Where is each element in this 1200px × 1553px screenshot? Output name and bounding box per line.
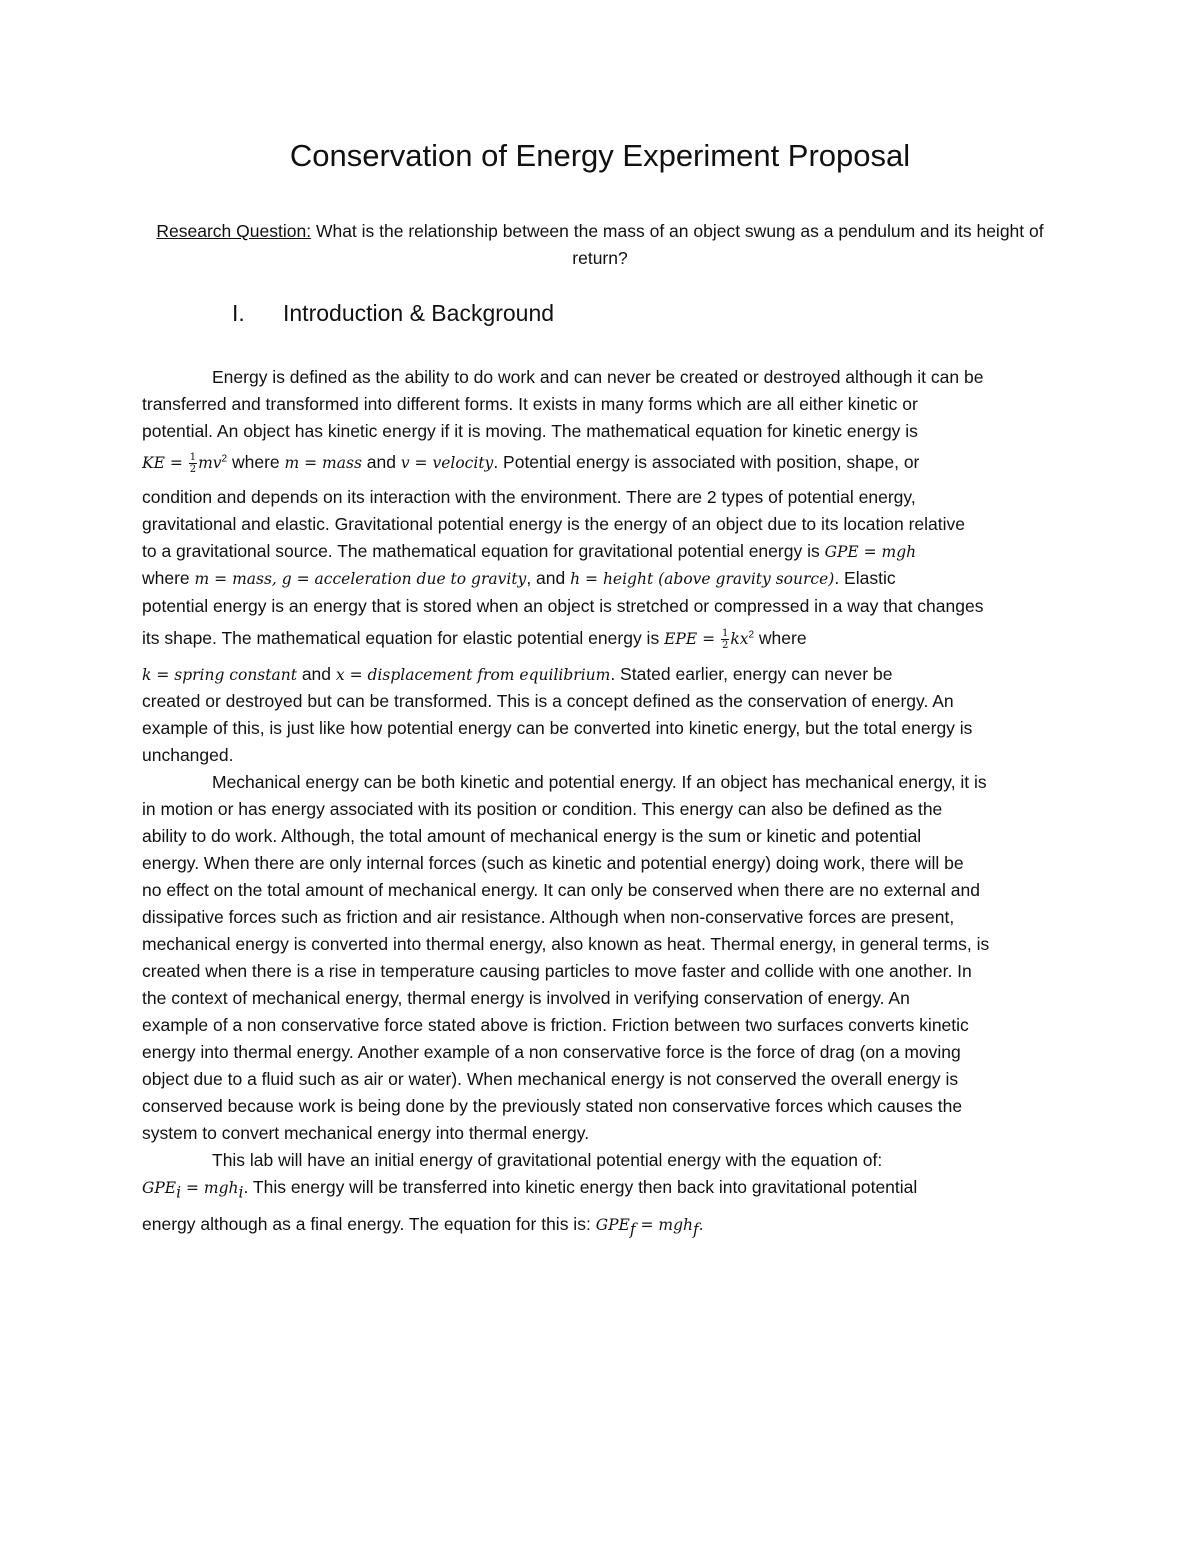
text-fragment: . Elastic <box>834 568 896 588</box>
math-height: h = height (above gravity source) <box>570 570 835 588</box>
text-fragment: where <box>231 452 280 473</box>
section-heading <box>232 300 554 327</box>
text-line-gpe-final <box>142 1214 704 1239</box>
math-spring-constant: k = spring constant <box>142 666 297 684</box>
text-line-epe <box>142 628 807 651</box>
text-fragment: . This energy will be transferred into kinetic energy then back into gravitational potential <box>243 1177 918 1197</box>
math-displacement: x = displacement from equilibrium <box>335 666 611 684</box>
math-mv: mv <box>198 454 222 473</box>
text-fragment: where <box>142 568 190 588</box>
math-square: 2 <box>748 629 755 641</box>
section-title: Introduction & Background <box>283 300 555 326</box>
section-number: I. <box>232 300 245 326</box>
math-fraction: $\frac{1}{2}$ <box>721 628 729 651</box>
text-fragment: . Potential energy is associated with position, shape, or <box>493 452 920 473</box>
text-line: energy. When there are only internal forces (such as kinetic and potential energy) doing work, there will be <box>142 853 964 873</box>
text-line: object due to a fluid such as air or water). When mechanical energy is not conserved the overall energy is <box>142 1069 959 1089</box>
math-gpe-final: GPE <box>595 1216 630 1234</box>
math-gpe: GPE = mgh <box>824 543 917 561</box>
math-kx: kx <box>730 630 749 649</box>
math-ke: KE = <box>142 454 183 473</box>
text-line: Mechanical energy can be both kinetic and potential energy. If an object has mechanical energy, it is <box>212 772 987 792</box>
math-fraction: $\frac{1}{2}$ <box>189 452 197 475</box>
text-fragment: . Stated earlier, energy can never be <box>610 664 893 684</box>
text-line-gpe <box>142 541 916 562</box>
page-title: Conservation of Energy Experiment Proposal <box>289 138 911 173</box>
text-line: system to convert mechanical energy into thermal energy. <box>142 1123 590 1143</box>
text-line-vars <box>142 568 896 589</box>
text-line: This lab will have an initial energy of gravitational potential energy with the equation of: <box>212 1150 883 1170</box>
math-subscript-i: i <box>176 1183 182 1202</box>
text-line-gpe-initial <box>142 1177 917 1202</box>
text-line: no effect on the total amount of mechanical energy. It can only be conserved when there are no external and <box>142 880 980 900</box>
text-fragment: , and <box>526 568 566 588</box>
math-gpe-initial: GPE <box>142 1179 177 1197</box>
text-line: in motion or has energy associated with its position or condition. This energy can also be defined as the <box>142 799 943 819</box>
text-line: example of a non conservative force stated above is friction. Friction between two surfaces converts kinetic <box>142 1015 969 1035</box>
text-line: unchanged. <box>142 745 234 765</box>
text-line: potential energy is an energy that is stored when an object is stretched or compressed in a way that changes <box>142 596 984 616</box>
math-subscript-f: f <box>692 1220 699 1239</box>
math-mgh-initial: = mgh <box>185 1179 239 1197</box>
math-velocity: v = velocity <box>400 454 494 473</box>
research-question <box>150 218 1050 272</box>
math-mgh-final: = mgh <box>640 1216 693 1234</box>
text-line: transferred and transformed into different forms. It exists in many forms which are all either kinetic or <box>142 394 918 414</box>
text-fragment: to a gravitational source. The mathematical equation for gravitational potential energy is <box>142 541 820 561</box>
text-line: potential. An object has kinetic energy if it is moving. The mathematical equation for kinetic energy is <box>142 421 918 441</box>
text-line: energy into thermal energy. Another example of a non conservative force is the force of drag (on a moving <box>142 1042 961 1062</box>
text-line-ke <box>142 452 919 475</box>
research-question-label: Research Question: <box>156 221 312 241</box>
text-period: . <box>698 1214 704 1234</box>
text-line: created when there is a rise in temperature causing particles to move faster and collide with one another. In <box>142 961 972 981</box>
text-line: Energy is defined as the ability to do work and can never be created or destroyed although it can be <box>212 367 984 387</box>
math-mass-gravity: m = mass, g = acceleration due to gravity <box>194 570 527 588</box>
text-line: example of this, is just like how potential energy can be converted into kinetic energy, but the total energy is <box>142 718 973 738</box>
research-question-text: What is the relationship between the mass of an object swung as a pendulum and its height of return? <box>315 221 1044 268</box>
text-line: ability to do work. Although, the total amount of mechanical energy is the sum or kinetic and potential <box>142 826 922 846</box>
text-line: condition and depends on its interaction with the environment. There are 2 types of potential energy, <box>142 487 916 507</box>
math-square: 2 <box>221 453 228 465</box>
text-fragment: and <box>301 664 332 684</box>
math-subscript-f: f <box>629 1220 636 1239</box>
text-line-spring <box>142 664 892 685</box>
text-fragment: and <box>366 452 396 473</box>
text-line: the context of mechanical energy, thermal energy is involved in verifying conservation of energy. An <box>142 988 910 1008</box>
math-mass: m = mass <box>284 454 362 473</box>
text-fragment: where <box>758 628 807 649</box>
text-line: created or destroyed but can be transformed. This is a concept defined as the conservation of energy. An <box>142 691 954 711</box>
text-line: mechanical energy is converted into thermal energy, also known as heat. Thermal energy, in general terms, is <box>142 934 990 954</box>
math-subscript-i: i <box>238 1183 244 1202</box>
text-fragment: energy although as a final energy. The equation for this is: <box>142 1214 591 1234</box>
text-line: gravitational and elastic. Gravitational potential energy is the energy of an object due to its location relative <box>142 514 965 534</box>
text-fragment: its shape. The mathematical equation for elastic potential energy is <box>142 628 660 649</box>
text-line: conserved because work is being done by the previously stated non conservative forces which causes the <box>142 1096 963 1116</box>
text-line: dissipative forces such as friction and air resistance. Although when non-conservative forces are present, <box>142 907 955 927</box>
math-epe: EPE = <box>664 630 716 649</box>
